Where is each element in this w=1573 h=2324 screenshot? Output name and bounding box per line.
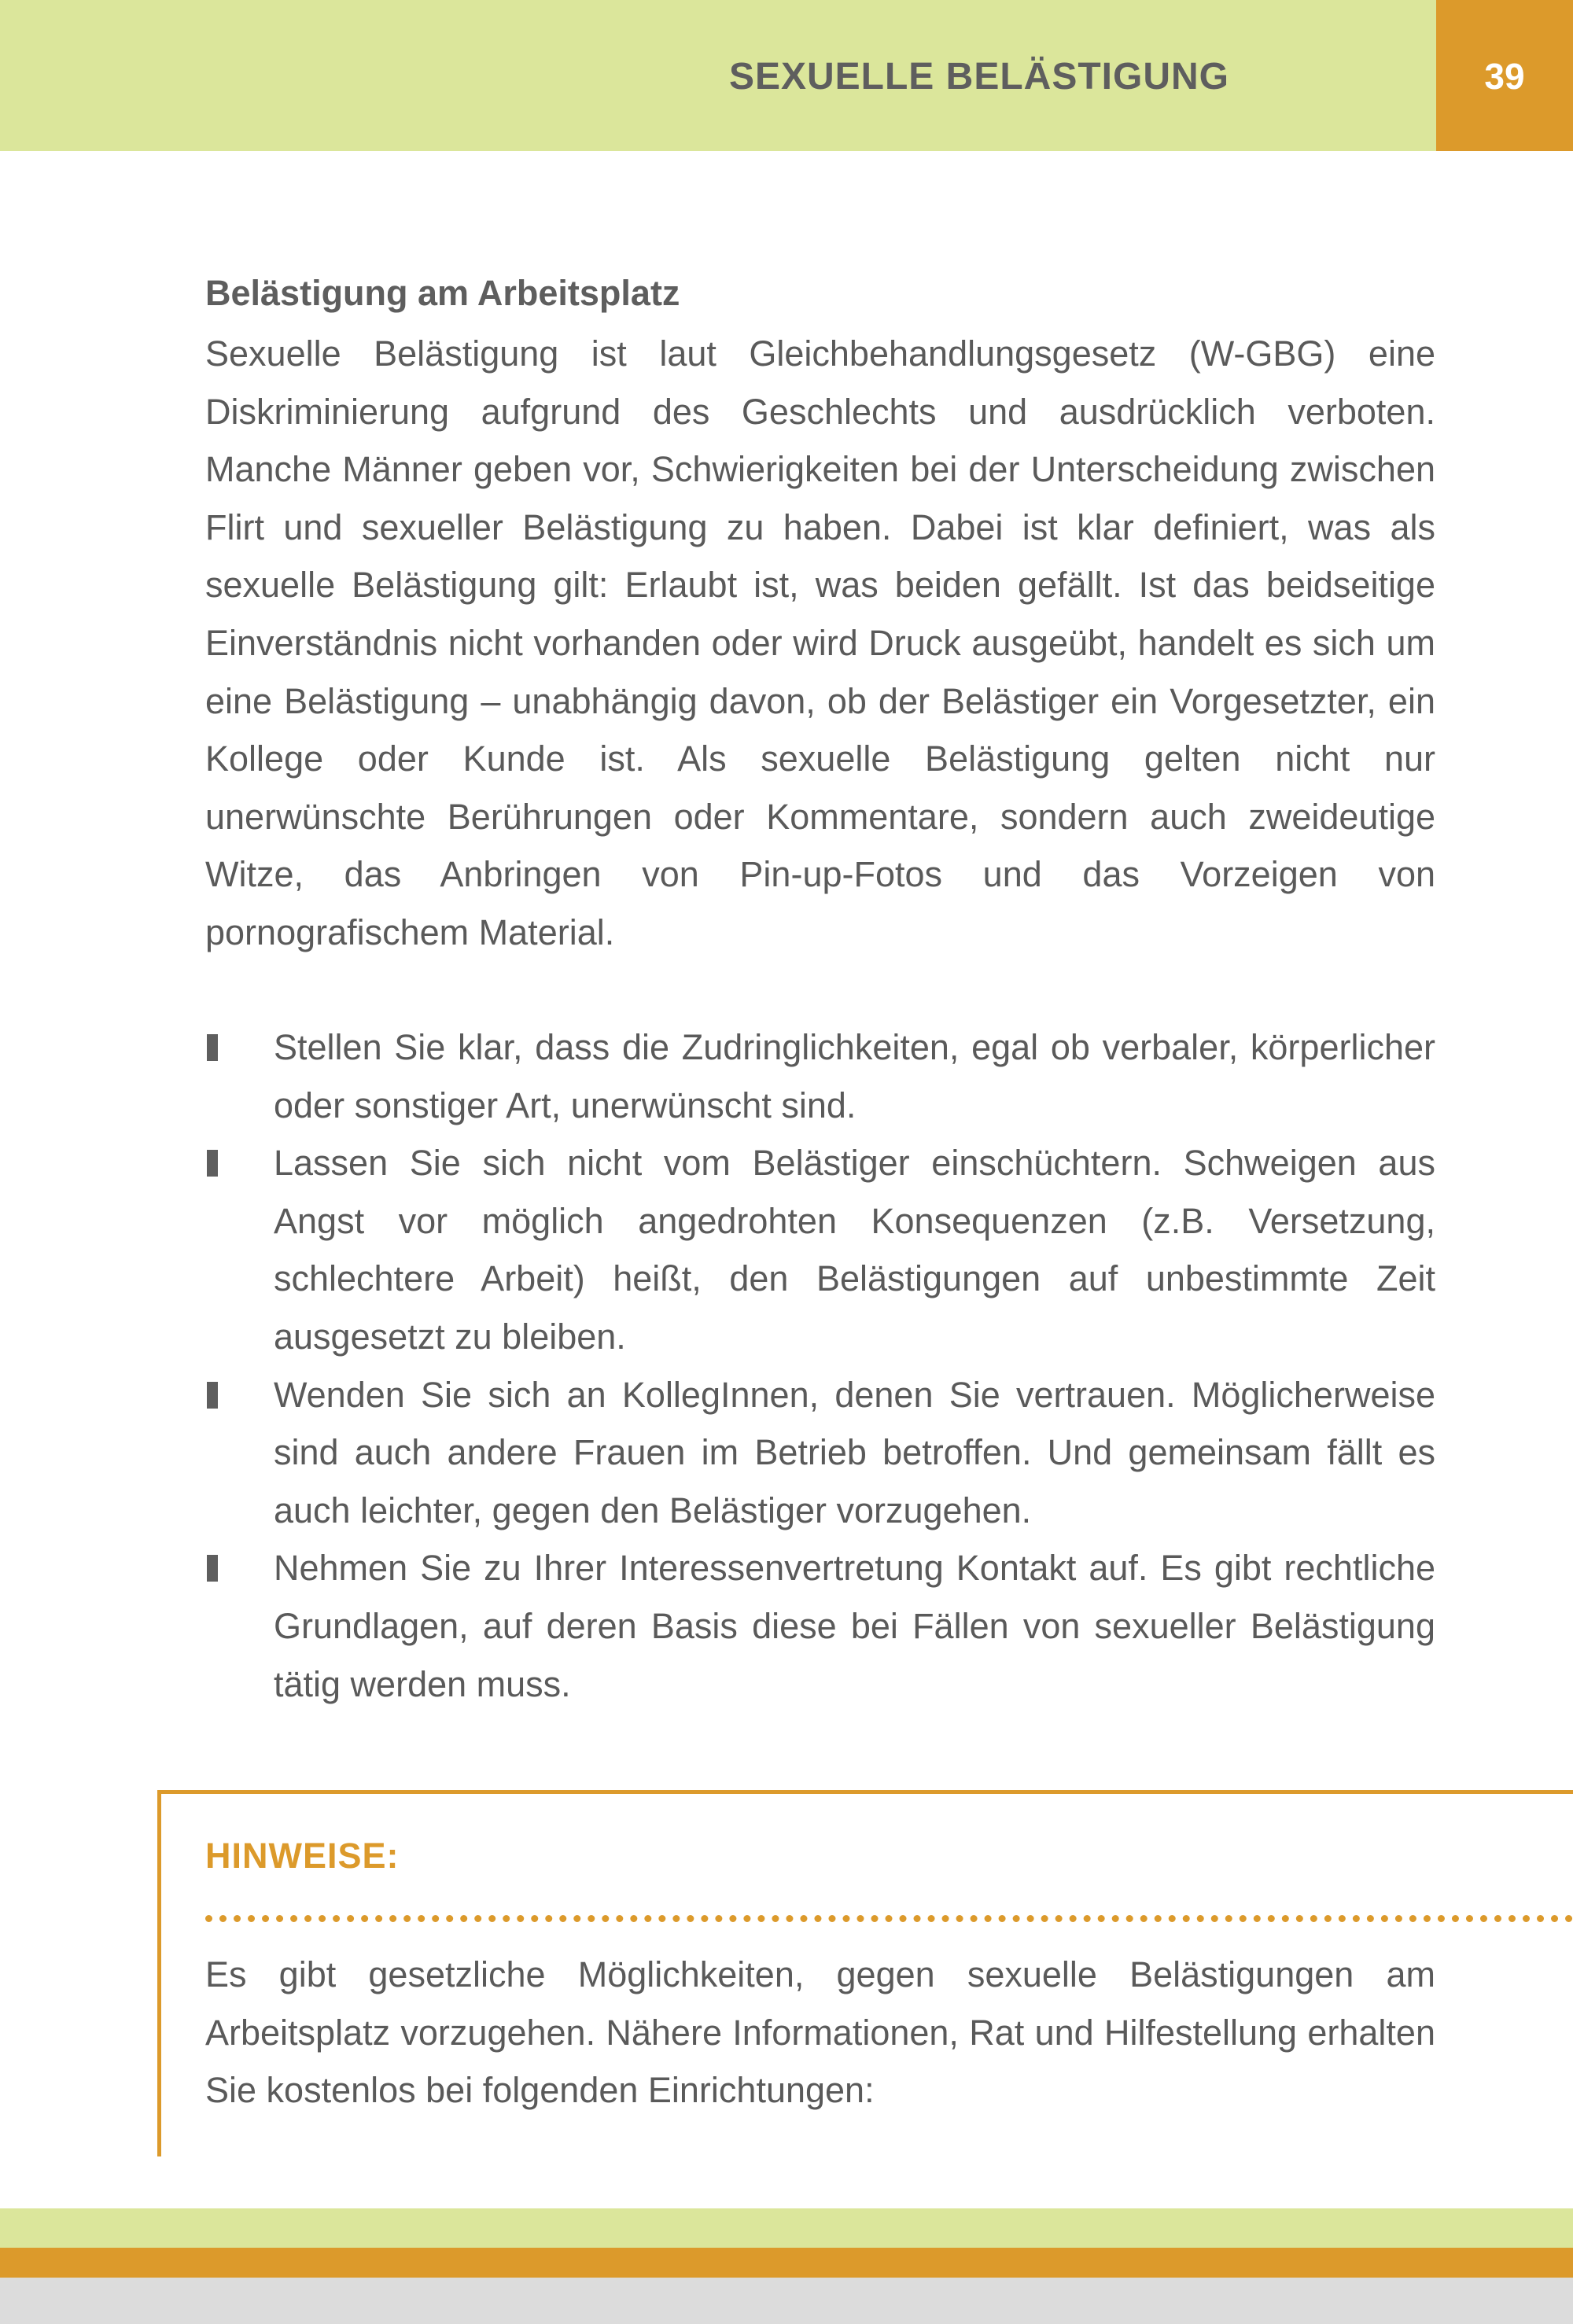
bullet-square-icon	[207, 1034, 218, 1061]
bullet-square-icon	[207, 1150, 218, 1177]
subheading: Belästigung am Arbeitsplatz	[205, 273, 680, 313]
page-number: 39	[1484, 56, 1525, 97]
list-item-text: Lassen Sie sich nicht vom Belästiger einschüchtern. Schweigen aus Angst vor möglich angedrohten Konsequenzen (z.B. Versetzung, schlechtere Arbeit) heißt, den Belästigungen auf unbestimmte Zeit ausgesetzt zu bleiben.	[274, 1143, 1435, 1357]
list-item	[205, 1366, 1435, 1540]
footer-band-green	[0, 2208, 1573, 2248]
page-number-tab	[1436, 0, 1573, 151]
bullet-list	[205, 1018, 1435, 1713]
list-item	[205, 1018, 1435, 1134]
list-item-text: Stellen Sie klar, dass die Zudringlichkeiten, egal ob verbaler, körperlicher oder sonstiger Art, unerwünscht sind.	[274, 1027, 1435, 1125]
hints-heading: HINWEISE:	[205, 1836, 400, 1876]
list-item-text: Nehmen Sie zu Ihrer Interessenvertretung Kontakt auf. Es gibt rechtliche Grundlagen, auf deren Basis diese bei Fällen von sexueller Belästigung tätig werden muss.	[274, 1548, 1435, 1704]
bullet-square-icon	[207, 1555, 218, 1582]
header-band	[0, 0, 1436, 151]
hints-text: Es gibt gesetzliche Möglichkeiten, gegen sexuelle Belästigungen am Arbeitsplatz vorzugehen. Nähere Informationen, Rat und Hilfestellung erhalten Sie kostenlos bei folgenden Einrichtungen:	[205, 1954, 1435, 2111]
footer-band-orange	[0, 2248, 1573, 2278]
bullet-square-icon	[207, 1382, 218, 1409]
list-item-text: Wenden Sie sich an KollegInnen, denen Sie vertrauen. Möglicherweise sind auch andere Frauen im Betrieb betroffen. Und gemeinsam fällt es auch leichter, gegen den Belästiger vorzugehen.	[274, 1374, 1435, 1530]
footer-band-gray	[0, 2278, 1573, 2324]
hints-box	[157, 1790, 1573, 2156]
list-item	[205, 1134, 1435, 1365]
body-paragraph: Sexuelle Belästigung ist laut Gleichbehandlungsgesetz (W-GBG) eine Diskriminierung aufgrund des Geschlechts und ausdrücklich verboten. Manche Männer geben vor, Schwierigkeiten bei der Unterscheidung zwischen Flirt und sexueller Belästigung zu haben. Dabei ist klar definiert, was als sexuelle Belästigung gilt: Erlaubt ist, was beiden gefällt. Ist das beidseitige Einverständnis nicht vorhanden oder wird Druck ausgeübt, handelt es sich um eine Belästigung – unabhängig davon, ob der Belästiger ein Vorgesetzter, ein Kollege oder Kunde ist. Als sexuelle Belästigung gelten nicht nur unerwünschte Berührungen oder Kommentare, sondern auch zweideutige Witze, das Anbringen von Pin-up-Fotos und das Vorzeigen von pornografischem Material.	[205, 333, 1435, 952]
section-title: SEXUELLE BELÄSTIGUNG	[728, 56, 1229, 98]
dotted-divider	[205, 1915, 1573, 1922]
list-item	[205, 1539, 1435, 1713]
